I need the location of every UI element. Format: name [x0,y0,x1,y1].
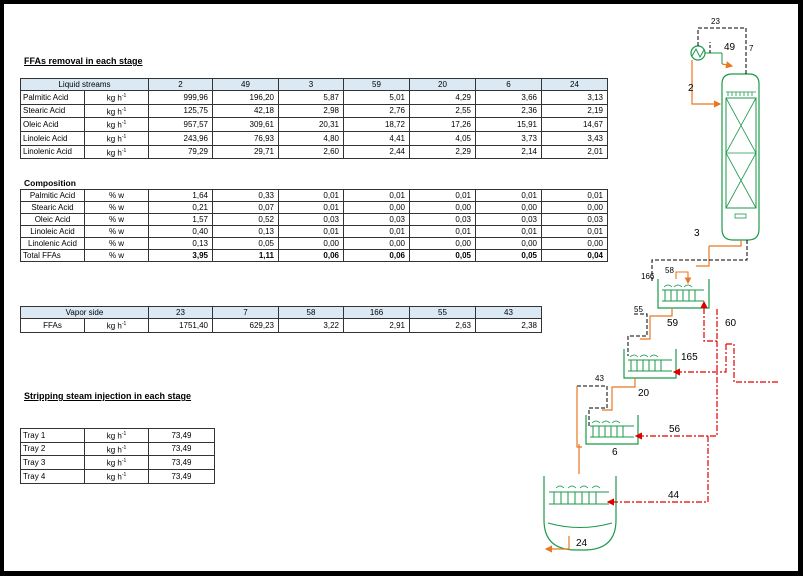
unit-cell: % w [85,238,149,250]
liquid-line-3 [709,240,741,246]
value-cell: 0,01 [476,226,542,238]
row-name: Total FFAs [21,250,85,262]
stream-label: 60 [725,318,737,329]
col-header: 2 [149,79,213,91]
row-name: Oleic Acid [21,214,85,226]
stream-label: 24 [576,538,588,549]
value-cell: 42,18 [213,104,279,118]
value-cell: 0,00 [476,238,542,250]
value-cell: 0,00 [476,202,542,214]
value-cell: 2,60 [279,145,344,159]
value-cell: 0,01 [279,202,344,214]
value-cell: 1,64 [149,190,213,202]
value-cell: 2,14 [476,145,542,159]
unit-cell: kg $h^{-1}$ [85,91,149,105]
value-cell: 196,20 [213,91,279,105]
stream-label: 55 [634,305,643,314]
unit-cell: kg $h^{-1}$ [85,469,149,483]
unit-cell: kg $h^{-1}$ [85,145,149,159]
value-cell: 3,95 [149,250,213,262]
value-cell: 2,55 [410,104,476,118]
unit-cell: kg $h^{-1}$ [85,104,149,118]
stream-label: 166 [641,272,655,281]
value-cell: 0,04 [542,250,608,262]
col-header: 49 [213,79,279,91]
tray-stage-3 [586,415,638,444]
row-name: Tray 4 [21,469,85,483]
value-cell: 1,57 [149,214,213,226]
value-cell: 0,05 [410,250,476,262]
vapor-line-43 [577,386,607,426]
value-cell: 2,98 [279,104,344,118]
value-cell: 0,03 [279,214,344,226]
liquid-line-49 [722,64,732,66]
value-cell: 0,06 [344,250,410,262]
stream-label: 3 [694,228,700,239]
header-liquid-streams: Liquid streams [21,79,149,91]
value-cell: 0,01 [279,226,344,238]
value-cell: 999,96 [149,91,213,105]
value-cell: 20,31 [279,118,344,132]
value-cell: 0,03 [344,214,410,226]
value-cell: 0,13 [213,226,279,238]
value-cell: 0,00 [542,238,608,250]
tray-stage-2 [624,349,676,378]
stream-label: 43 [595,374,604,383]
header-vapor-side: Vapor side [21,307,149,319]
col-header: 43 [476,307,542,319]
value-cell: 3,13 [542,91,608,105]
value-cell: 2,29 [410,145,476,159]
value-cell: 29,71 [213,145,279,159]
col-header: 20 [410,79,476,91]
value-cell: 73,49 [149,429,215,443]
col-header: 23 [149,307,213,319]
row-name: Stearic Acid [21,104,85,118]
value-cell: 0,00 [410,202,476,214]
value-cell: 629,23 [213,319,279,333]
value-cell: 0,05 [476,250,542,262]
value-cell: 0,01 [410,226,476,238]
unit-cell: kg $h^{-1}$ [85,118,149,132]
value-cell: 0,40 [149,226,213,238]
value-cell: 0,21 [149,202,213,214]
value-cell: 4,05 [410,131,476,145]
condenser-icon [691,46,722,64]
value-cell: 2,36 [476,104,542,118]
value-cell: 79,29 [149,145,213,159]
row-name: Tray 2 [21,442,85,456]
value-cell: 73,49 [149,442,215,456]
value-cell: 14,67 [542,118,608,132]
value-cell: 0,05 [213,238,279,250]
col-header: 58 [279,307,344,319]
value-cell: 4,41 [344,131,410,145]
stream-label: 58 [665,266,674,275]
tray-stage-1 [658,279,709,308]
value-cell: 76,93 [213,131,279,145]
stream-label: 20 [638,388,650,399]
col-header: 59 [344,79,410,91]
unit-cell: % w [85,190,149,202]
stream-label: 56 [669,424,681,435]
value-cell: 2,44 [344,145,410,159]
value-cell: 73,49 [149,469,215,483]
value-cell: 1751,40 [149,319,213,333]
value-cell: 3,73 [476,131,542,145]
unit-cell: % w [85,202,149,214]
value-cell: 2,01 [542,145,608,159]
value-cell: 17,26 [410,118,476,132]
process-flow-diagram [4,4,798,571]
feed-line-2 [692,60,720,104]
stream-label: 6 [612,447,618,458]
value-cell: 2,38 [476,319,542,333]
spreadsheet-sheet [4,4,798,571]
value-cell: 0,00 [542,202,608,214]
stream-label: 59 [667,318,679,329]
unit-cell: kg $h^{-1}$ [85,319,149,333]
unit-cell: % w [85,250,149,262]
value-cell: 3,22 [279,319,344,333]
col-header: 24 [542,79,608,91]
row-name: Tray 3 [21,456,85,470]
row-name: FFAs [21,319,85,333]
value-cell: 4,80 [279,131,344,145]
stream-label: 165 [681,352,698,363]
stream-label: 49 [724,42,736,53]
product-line-24 [546,536,569,549]
value-cell: 243,96 [149,131,213,145]
value-cell: 73,49 [149,456,215,470]
section-title-stripping-steam: Stripping steam injection in each stage [24,391,192,401]
col-header: 166 [344,307,410,319]
value-cell: 5,87 [279,91,344,105]
value-cell: 0,00 [279,238,344,250]
value-cell: 0,01 [542,226,608,238]
col-header: 55 [410,307,476,319]
value-cell: 4,29 [410,91,476,105]
stream-label: 44 [668,490,680,501]
stream-label: 7 [749,44,754,53]
value-cell: 0,01 [344,226,410,238]
steam-line-44 [608,436,708,502]
value-cell: 2,19 [542,104,608,118]
value-cell: 2,63 [410,319,476,333]
col-header: 3 [279,79,344,91]
value-cell: 15,91 [476,118,542,132]
value-cell: 3,43 [542,131,608,145]
unit-cell: kg $h^{-1}$ [85,442,149,456]
value-cell: 309,61 [213,118,279,132]
value-cell: 18,72 [344,118,410,132]
row-name: Tray 1 [21,429,85,443]
value-cell: 2,91 [344,319,410,333]
unit-cell: % w [85,214,149,226]
value-cell: 3,66 [476,91,542,105]
value-cell: 2,76 [344,104,410,118]
value-cell: 0,52 [213,214,279,226]
value-cell: 0,01 [344,190,410,202]
value-cell: 957,57 [149,118,213,132]
section-title-composition: Composition [24,178,76,188]
value-cell: 125,75 [149,104,213,118]
unit-cell: kg $h^{-1}$ [85,429,149,443]
value-cell: 0,33 [213,190,279,202]
vapor-line-55 [628,314,647,356]
value-cell: 0,03 [476,214,542,226]
unit-cell: % w [85,226,149,238]
col-header: 7 [213,307,279,319]
value-cell: 1,11 [213,250,279,262]
section-title-ffa-removal: FFAs removal in each stage [24,56,143,66]
value-cell: 0,01 [476,190,542,202]
unit-cell: kg $h^{-1}$ [85,131,149,145]
value-cell: 0,01 [542,190,608,202]
unit-cell: kg $h^{-1}$ [85,456,149,470]
row-name: Linolenic Acid [21,238,85,250]
row-name: Palmitic Acid [21,91,85,105]
stream-label: 2 [688,83,694,94]
row-name: Linoleic Acid [21,226,85,238]
value-cell: 0,13 [149,238,213,250]
row-name: Stearic Acid [21,202,85,214]
col-header: 6 [476,79,542,91]
row-name: Linoleic Acid [21,131,85,145]
value-cell: 0,00 [410,238,476,250]
value-cell: 0,00 [344,202,410,214]
row-name: Palmitic Acid [21,190,85,202]
value-cell: 0,01 [410,190,476,202]
row-name: Oleic Acid [21,118,85,132]
value-cell: 5,01 [344,91,410,105]
row-name: Linolenic Acid [21,145,85,159]
stream-label: 23 [711,17,720,26]
value-cell: 0,03 [542,214,608,226]
value-cell: 0,00 [344,238,410,250]
value-cell: 0,01 [279,190,344,202]
stripping-column [722,74,759,240]
value-cell: 0,07 [213,202,279,214]
value-cell: 0,03 [410,214,476,226]
value-cell: 0,06 [279,250,344,262]
